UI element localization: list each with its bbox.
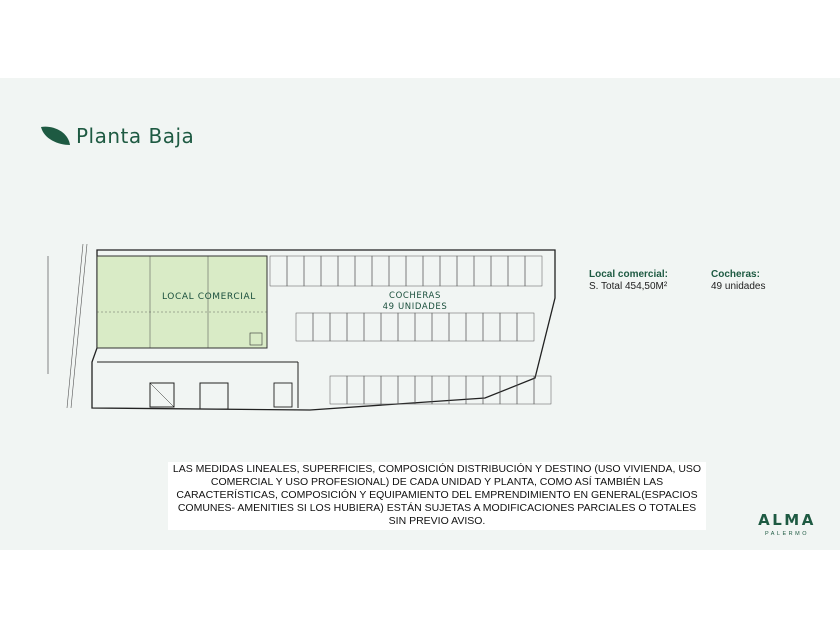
parking-space [508,256,525,286]
parking-space [432,376,449,404]
brand-subtitle: PALERMO [765,531,809,537]
local-info [589,269,668,293]
brand-logo [744,512,830,538]
cocheras-info-heading: Cocheras: [711,269,760,280]
parking-space [517,313,534,341]
parking-space [457,256,474,286]
cocheras-title: COCHERAS [389,291,441,301]
parking-space [381,376,398,404]
floor-plan [40,238,570,416]
parking-space [517,376,534,404]
parking-space [364,376,381,404]
parking-space [321,256,338,286]
parking-space [338,256,355,286]
parking-space [500,313,517,341]
parking-space [415,376,432,404]
parking-space [500,376,517,404]
parking-space [474,256,491,286]
parking-space [483,313,500,341]
parking-space [483,376,500,404]
parking-space [398,376,415,404]
page-header [40,123,194,149]
cocheras-label [380,291,450,313]
parking-space [270,256,287,286]
parking-space [330,376,347,404]
parking-space [440,256,457,286]
disclaimer: LAS MEDIDAS LINEALES, SUPERFICIES, COMPOSICIÓN DISTRIBUCIÓN Y DESTINO (USO VIVIENDA, USO COMERCIAL Y USO PROFESIONAL) DE CADA UNIDAD Y PLANTA, COMO ASÍ TAMBIÉN LAS CARACTERÍSTICAS, COMPOSICIÓN Y EQUIPAMIENTO DEL EMPRENDIMIENTO EN GENERAL(ESPACIOS COMUNES- AMENITIES SI LOS HUBIERA) ESTÁN SUJETAS A MODIFICACIONES PARCIALES O TOTALES SIN PREVIO AVISO. [168,462,706,530]
parking-space [389,256,406,286]
page-title: Planta Baja [76,124,195,148]
parking-space [372,256,389,286]
parking-space [415,313,432,341]
parking-space [432,313,449,341]
parking-space [398,313,415,341]
parking-space [330,313,347,341]
parking-space [355,256,372,286]
cocheras-info-value: 49 unidades [711,281,766,292]
parking-space [347,376,364,404]
parking-space [466,376,483,404]
parking-space [313,313,330,341]
parking-space [534,376,551,404]
parking-space [466,313,483,341]
parking-space [449,313,466,341]
parking-space [406,256,423,286]
local-info-heading: Local comercial: [589,269,668,280]
local-info-value: S. Total 454,50M² [589,281,668,292]
brand-name: ALMA [758,511,816,529]
parking-space [423,256,440,286]
parking-space [491,256,508,286]
parking-space [381,313,398,341]
parking-space [287,256,304,286]
parking-space [296,313,313,341]
parking-space [364,313,381,341]
local-comercial-label: LOCAL COMERCIAL [162,292,256,302]
parking-space [525,256,542,286]
leaf-icon [40,125,72,147]
cocheras-units: 49 UNIDADES [382,302,448,312]
cocheras-info [711,269,766,293]
parking-space [304,256,321,286]
parking-space [347,313,364,341]
